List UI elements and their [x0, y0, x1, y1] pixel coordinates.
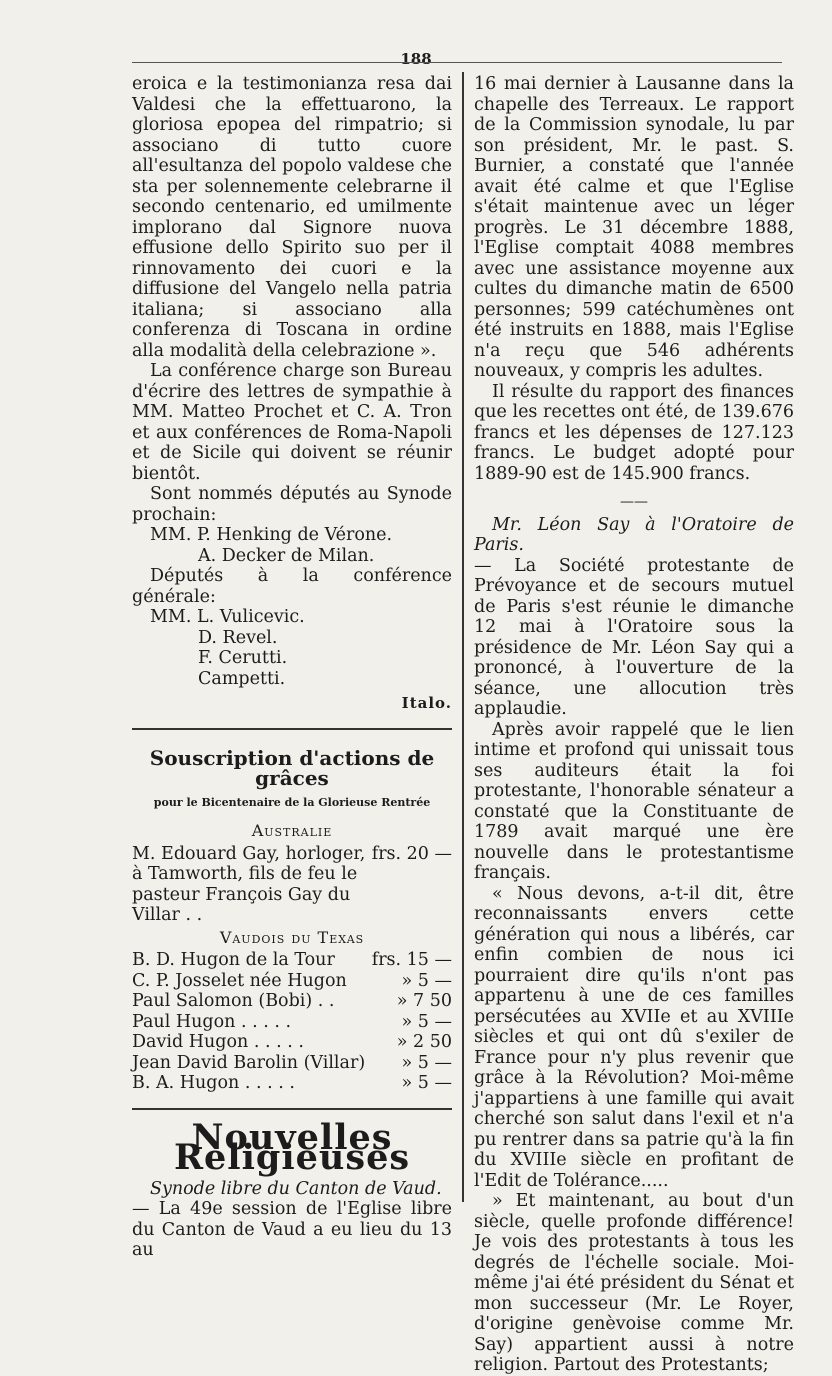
synode-heading: Synode libre du Canton de Vaud.: [150, 1178, 442, 1199]
say-paragraph: — La Société protestante de Prévoyance et de secours mutuel de Paris s'est réunie le dimanche 12 mai à l'Oratoire sous la présidence de Mr. Léon Say qui a prononcé, à l'ouverture de la séance, une allocution très applaudie.: [474, 555, 794, 719]
donor-amount: frs. 15 —: [371, 950, 452, 970]
donor-name: Jean David Barolin (Villar): [132, 1052, 366, 1073]
italian-paragraph: eroica e la testimonianza resa dai Valdesi che la effettuarono, la gloriosa epopea del rimpatrio; si associano di tutto cuore all'esultanza del popolo valdese che sta per solennemente celebrarne il secondo centenario, ed umilmente implorano dal Signore nuova effusione dello Spirito suo per il rinnovamento dei cuori e la diffusione del Vangelo nella patria italiana; si associano alla conferenza di Toscana in ordine alla modalità della celebrazione ».: [132, 74, 452, 361]
say-paragraph-2: Après avoir rappelé que le lien intime et profond qui unissait tous ses auditeurs était la foi protestante, l'honorable sénateur a constaté que la Constituante de 1789 avait marqué une ère nouvelle dans le protestantisme français.: [474, 719, 794, 883]
deputy-name: MM. L. Vulicevic.: [150, 607, 305, 627]
donor-amount: » 2 50: [396, 1032, 452, 1052]
donor-name: Paul Salomon (Bobi) . .: [132, 991, 335, 1011]
synode-text: — La 49e session de l'Eglise libre du Canton de Vaud a eu lieu du 13 au: [132, 1199, 452, 1260]
donor-row: [132, 1073, 452, 1094]
say-quote-2: » Et maintenant, au bout d'un siècle, quelle profonde différence! Je vois des protestants à tous les degrés de l'échelle sociale. Moi-même j'ai été président du Sénat et mon successeur (Mr. Le Royer, d'origine genèvoise comme Mr. Say) appartient aussi à notre religion. Partout des Protestants;: [474, 1191, 794, 1375]
left-column: [132, 74, 452, 1261]
signature: Italo.: [401, 694, 452, 712]
say-heading: Mr. Léon Say à l'Oratoire de Paris.: [474, 514, 794, 555]
finances-paragraph: Il résulte du rapport des finances que les recettes ont été, de 139.676 francs et les dépenses de 127.123 francs. Le budget adopté pour 1889-90 est de 145.900 francs.: [474, 381, 794, 484]
right-column: [474, 74, 794, 1376]
synode-deputies-list: [150, 525, 452, 566]
donor-amount: » 5 —: [401, 1073, 452, 1093]
australia-heading: Australie: [251, 821, 333, 840]
column-divider: [462, 72, 464, 1202]
page-number: 188: [400, 50, 432, 68]
synode-continuation: 16 mai dernier à Lausanne dans la chapelle des Terreaux. Le rapport de la Commission synodale, lu par son président, Mr. le past. S. Burnier, a constaté que l'année avait été calme et que l'Eglise s'était maintenue avec un léger progrès. Le 31 décembre 1888, l'Eglise comptait 4088 membres avec une assistance moyenne aux cultes du dimanche matin de 6500 personnes; 599 catéchumènes ont été instruits en 1888, mais l'Eglise n'a reçu que 546 adhérents nouveaux, y compris les adultes.: [474, 74, 794, 381]
texas-heading: Vaudois du Texas: [219, 927, 365, 947]
donor-amount: » 5 —: [401, 970, 452, 991]
deputy-name: Campetti.: [198, 668, 286, 689]
section-separator: [132, 1108, 452, 1110]
donor-row: [132, 991, 452, 1012]
donor-row: [132, 950, 452, 971]
deputy-name: A. Decker de Milan.: [198, 545, 375, 566]
donor-row: [132, 971, 452, 992]
subscription-subtitle: pour le Bicentenaire de la Glorieuse Rentrée: [153, 795, 431, 809]
general-deputies-list: [150, 607, 452, 689]
donor-row: [132, 1053, 452, 1074]
donor-row: [132, 1032, 452, 1053]
donor-name: B. D. Hugon de la Tour: [132, 950, 335, 970]
deputy-name: MM. P. Henking de Vérone.: [150, 525, 393, 545]
conference-paragraph: La conférence charge son Bureau d'écrire des lettres de sympathie à MM. Matteo Prochet et C. A. Tron et aux conférences de Roma-Napoli et de Sicile qui doivent se réunir bientôt.: [132, 361, 452, 484]
say-quote-1: « Nous devons, a-t-il dit, être reconnaissants envers cette génération qui nous a libérés, car enfin combien de nous ici pourraient dire qu'ils n'ont pas appartenu à une de ces familles persécutées au XVIIe et au XVIIIe siècles et qui ont dû s'exiler de France pour n'y plus revenir que grâce à la Révolution? Moi-même j'appartiens à une famille qui avait cherché son salut dans l'exil et n'a pu rentrer dans sa patrie qu'à la fin du XVIIIe siècle en profitant de l'Edit de Tolérance.....: [474, 883, 794, 1191]
donor-name: C. P. Josselet née Hugon: [132, 970, 347, 991]
header-rule: [132, 62, 782, 63]
synode-deputies-intro: Sont nommés députés au Synode prochain:: [132, 484, 452, 525]
donor-amount: » 5 —: [401, 1052, 452, 1073]
donor-amount: » 7 50: [396, 991, 452, 1011]
donor-amount: » 5 —: [401, 1011, 452, 1032]
deputy-name: D. Revel.: [198, 627, 278, 648]
donor-row: [132, 1012, 452, 1033]
section-separator: [132, 728, 452, 730]
donor-name: B. A. Hugon . . . . .: [132, 1073, 295, 1093]
subscription-title: Souscription d'actions de grâces: [149, 745, 435, 790]
deputy-name: F. Cerutti.: [198, 648, 288, 668]
general-deputies-intro: Députés à la conférence générale:: [132, 566, 452, 607]
australia-donor-row: [132, 844, 452, 926]
donor-name: Paul Hugon . . . . .: [132, 1011, 292, 1032]
donor-name: David Hugon . . . . .: [132, 1032, 304, 1052]
news-section-title: Nouvelles Religieuses: [173, 1116, 411, 1178]
article-separator: ——: [620, 494, 648, 510]
texas-donor-list: [132, 950, 452, 1094]
donor-amount: frs. 20 —: [371, 843, 452, 864]
donor-name: M. Edouard Gay, horloger, à Tamworth, fils de feu le pasteur François Gay du Villar . .: [132, 843, 366, 925]
